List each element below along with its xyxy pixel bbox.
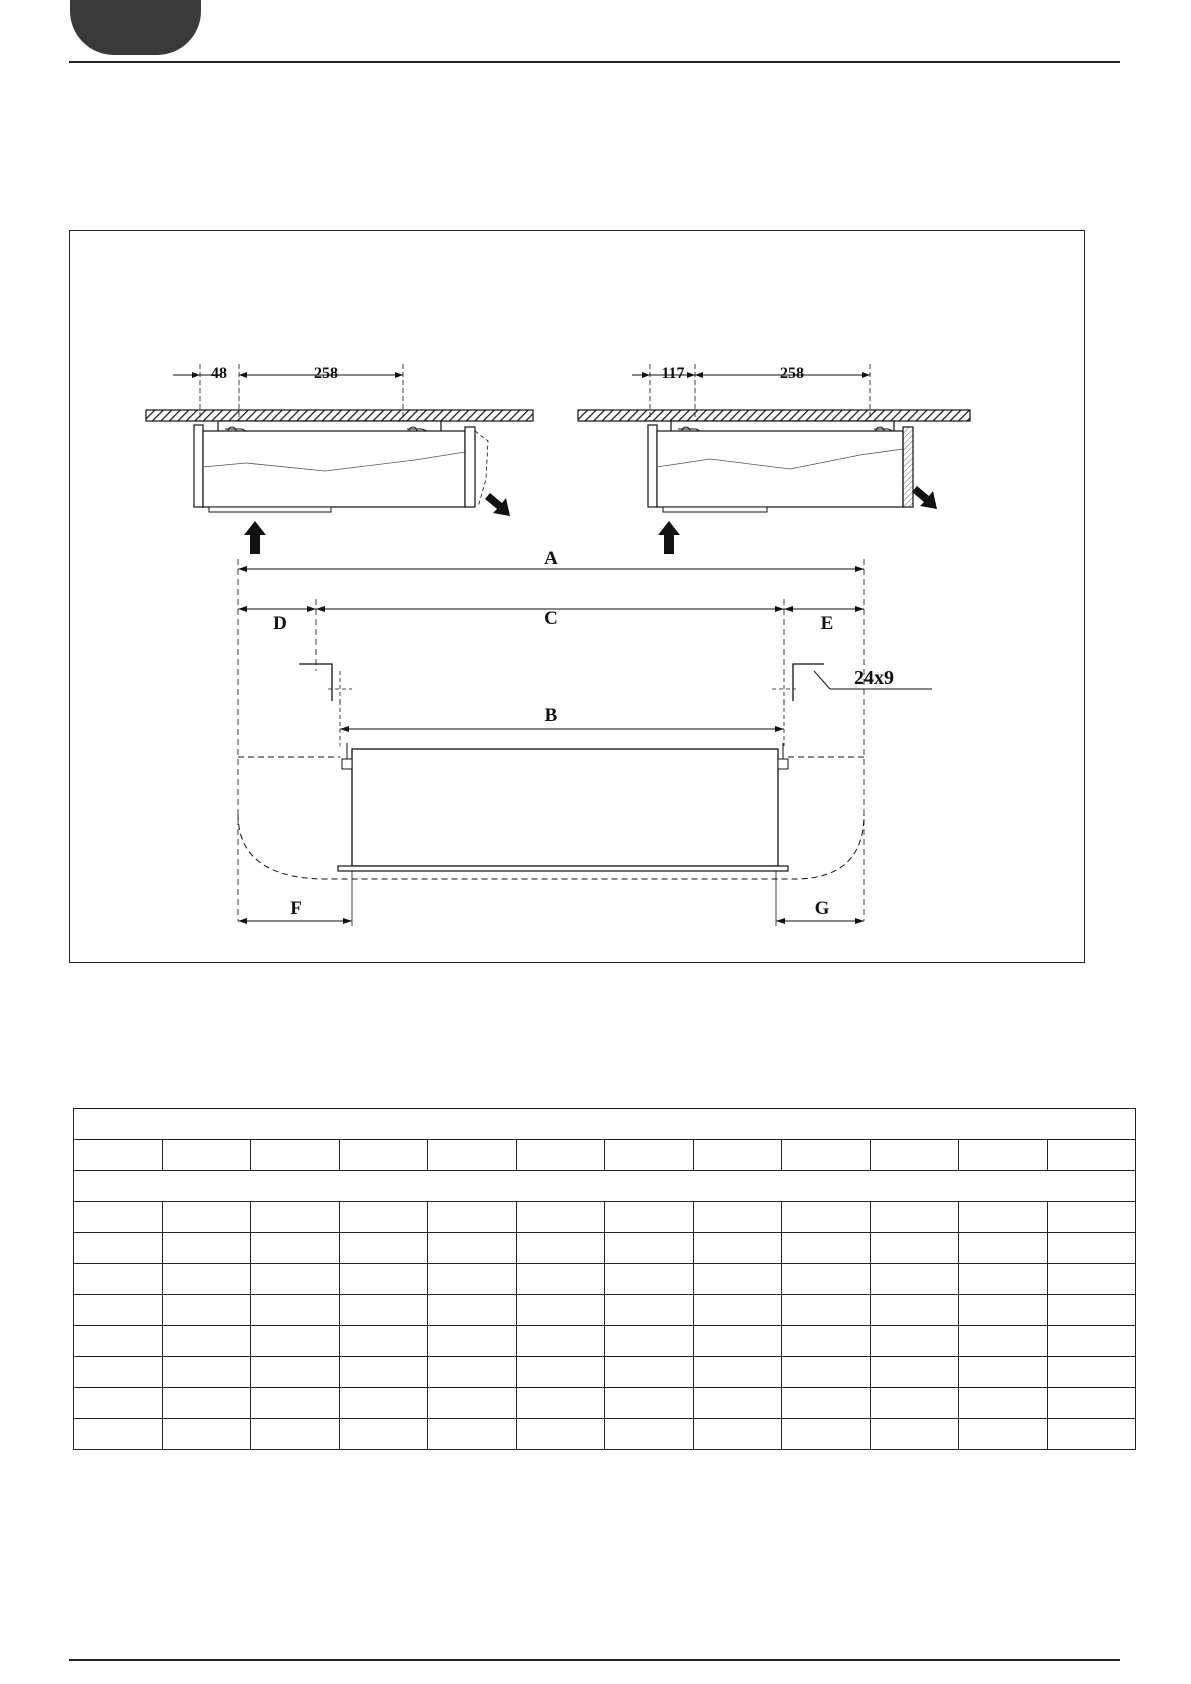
dim-label-C: C — [544, 608, 558, 629]
table-section-row — [74, 1171, 1136, 1202]
table-cell — [516, 1140, 605, 1171]
table-cell — [428, 1326, 517, 1357]
mount-lug-right — [778, 759, 788, 769]
table-cell — [516, 1295, 605, 1326]
table-cell — [959, 1202, 1048, 1233]
table-title-cell — [74, 1109, 1136, 1140]
table-cell — [782, 1140, 871, 1171]
table-cell — [74, 1264, 163, 1295]
table-cell — [74, 1388, 163, 1419]
table-cell — [516, 1388, 605, 1419]
table-cell — [428, 1419, 517, 1450]
table-cell — [251, 1357, 340, 1388]
table-cell — [959, 1357, 1048, 1388]
arrowhead — [395, 372, 403, 378]
table-cell — [693, 1233, 782, 1264]
unit-end-cap — [194, 425, 203, 507]
table-cell — [693, 1202, 782, 1233]
table-cell — [162, 1264, 251, 1295]
table-cell — [1047, 1264, 1136, 1295]
table-cell — [339, 1233, 428, 1264]
arrowhead — [340, 726, 349, 732]
table-cell — [605, 1202, 694, 1233]
table-cell — [782, 1388, 871, 1419]
outlet-louvre — [465, 427, 475, 507]
installation-figure — [69, 230, 1085, 963]
table-cell — [339, 1326, 428, 1357]
table-cell — [959, 1264, 1048, 1295]
arrowhead — [192, 372, 200, 378]
table-cell — [693, 1295, 782, 1326]
right-side-view — [578, 364, 970, 554]
table-cell — [339, 1202, 428, 1233]
table-cell — [251, 1419, 340, 1450]
dimensions-table — [73, 1108, 1136, 1450]
table-cell — [428, 1357, 517, 1388]
table-cell — [782, 1357, 871, 1388]
arrowhead — [307, 606, 316, 612]
hanging-bracket-left — [299, 664, 332, 701]
table-cell — [162, 1295, 251, 1326]
table-row — [74, 1388, 1136, 1419]
table-cell — [959, 1295, 1048, 1326]
table-cell — [1047, 1140, 1136, 1171]
table-cell — [428, 1202, 517, 1233]
table-cell — [782, 1419, 871, 1450]
table-cell — [74, 1140, 163, 1171]
table-cell — [605, 1357, 694, 1388]
dim-label-spacing: 258 — [780, 365, 804, 382]
table-cell — [1047, 1233, 1136, 1264]
air-outlet-arrow — [485, 493, 510, 516]
unit-body — [657, 431, 903, 507]
dim-label-A: A — [544, 548, 558, 569]
installation-drawing — [70, 231, 1086, 964]
table-cell — [870, 1357, 959, 1388]
table-cell — [339, 1419, 428, 1450]
table-cell — [1047, 1295, 1136, 1326]
table-cell — [339, 1264, 428, 1295]
dim-label-spacing: 258 — [314, 365, 338, 382]
dim-label-B: B — [544, 705, 558, 726]
table-cell — [74, 1202, 163, 1233]
table-cell — [782, 1264, 871, 1295]
unit-front — [352, 749, 778, 866]
table-cell — [251, 1202, 340, 1233]
table-cell — [693, 1264, 782, 1295]
table-cell — [428, 1233, 517, 1264]
table-cell — [516, 1326, 605, 1357]
table-cell — [605, 1233, 694, 1264]
ceiling-slab — [578, 410, 970, 421]
table-cell — [162, 1388, 251, 1419]
table-cell — [1047, 1357, 1136, 1388]
table-cell — [516, 1233, 605, 1264]
table-row — [74, 1202, 1136, 1233]
table-cell — [870, 1202, 959, 1233]
table-cell — [162, 1326, 251, 1357]
table-cell — [339, 1357, 428, 1388]
front-view — [238, 548, 932, 926]
table-cell — [870, 1140, 959, 1171]
table-cell — [605, 1264, 694, 1295]
table-cell — [1047, 1419, 1136, 1450]
table-cell — [162, 1419, 251, 1450]
table-cell — [74, 1357, 163, 1388]
table-row — [74, 1326, 1136, 1357]
footer-rule — [69, 1659, 1120, 1661]
outlet-louvre — [903, 427, 913, 507]
arrowhead — [687, 372, 695, 378]
table-cell — [870, 1388, 959, 1419]
left-side-view — [146, 364, 533, 554]
arrowhead — [238, 566, 247, 572]
table-cell — [959, 1419, 1048, 1450]
dim-label-G: G — [814, 898, 830, 919]
table-cell — [605, 1295, 694, 1326]
table-cell — [516, 1357, 605, 1388]
table-cell — [251, 1233, 340, 1264]
table-cell — [74, 1295, 163, 1326]
dim-label-offset: 48 — [211, 365, 227, 382]
table-cell — [693, 1357, 782, 1388]
table-cell — [162, 1357, 251, 1388]
table-cell — [959, 1140, 1048, 1171]
table-cell — [516, 1264, 605, 1295]
intake-grille — [663, 507, 767, 512]
hanging-bracket-right — [793, 664, 824, 701]
leader-line — [814, 671, 830, 689]
arrowhead — [855, 606, 864, 612]
arrowhead — [695, 372, 703, 378]
table-row — [74, 1357, 1136, 1388]
arrowhead — [855, 918, 864, 924]
arrowhead — [642, 372, 650, 378]
arrowhead — [855, 566, 864, 572]
table-cell — [1047, 1202, 1136, 1233]
table-cell — [1047, 1326, 1136, 1357]
table-cell — [782, 1295, 871, 1326]
table-cell — [693, 1388, 782, 1419]
table-cell — [162, 1202, 251, 1233]
arrowhead — [343, 918, 352, 924]
mount-lug-left — [342, 759, 352, 769]
table-row — [74, 1419, 1136, 1450]
table-cell — [516, 1419, 605, 1450]
dim-label-E: E — [820, 613, 834, 634]
table-cell — [339, 1140, 428, 1171]
arrowhead — [316, 606, 325, 612]
table-cell — [339, 1388, 428, 1419]
table-cell — [162, 1140, 251, 1171]
table-cell — [959, 1233, 1048, 1264]
table-cell — [782, 1233, 871, 1264]
dim-label-D: D — [273, 613, 287, 634]
unit-base-plate — [338, 866, 788, 871]
table-cell — [605, 1140, 694, 1171]
table-cell — [693, 1326, 782, 1357]
table-row — [74, 1295, 1136, 1326]
table-cell — [428, 1295, 517, 1326]
page-tab-marker — [70, 0, 201, 55]
arrowhead — [776, 918, 785, 924]
table-cell — [428, 1140, 517, 1171]
dim-label-F: F — [290, 898, 302, 919]
table-cell — [74, 1326, 163, 1357]
arrowhead — [239, 372, 247, 378]
table-cell — [959, 1388, 1048, 1419]
table-cell — [605, 1326, 694, 1357]
louvre-swing — [475, 431, 488, 507]
table-cell — [1047, 1388, 1136, 1419]
unit-body — [203, 431, 465, 507]
table-cell — [870, 1326, 959, 1357]
table-cell — [516, 1202, 605, 1233]
dim-label-offset: 117 — [661, 365, 685, 382]
table-cell — [693, 1140, 782, 1171]
table-section-cell — [74, 1171, 1136, 1202]
table-cell — [251, 1326, 340, 1357]
header-rule — [69, 61, 1120, 63]
table-cell — [870, 1295, 959, 1326]
table-cell — [870, 1419, 959, 1450]
arrowhead — [238, 606, 247, 612]
intake-grille — [209, 507, 331, 512]
table-cell — [693, 1419, 782, 1450]
arrowhead — [775, 606, 784, 612]
table-cell — [428, 1264, 517, 1295]
air-outlet-arrow — [912, 486, 937, 509]
arrowhead — [862, 372, 870, 378]
table-cell — [251, 1140, 340, 1171]
table-cell — [251, 1295, 340, 1326]
table-cell — [782, 1326, 871, 1357]
table-row — [74, 1264, 1136, 1295]
arrowhead — [775, 726, 784, 732]
table-title-row — [74, 1109, 1136, 1140]
table-cell — [782, 1202, 871, 1233]
table-cell — [605, 1419, 694, 1450]
arrowhead — [238, 918, 247, 924]
table-cell — [870, 1233, 959, 1264]
table-header-row — [74, 1140, 1136, 1171]
unit-end-cap — [648, 425, 657, 507]
air-intake-arrow — [658, 521, 680, 554]
table-cell — [74, 1233, 163, 1264]
air-intake-arrow — [244, 521, 266, 554]
table-cell — [251, 1264, 340, 1295]
table-cell — [959, 1326, 1048, 1357]
table-row — [74, 1233, 1136, 1264]
table-cell — [251, 1388, 340, 1419]
table-cell — [428, 1388, 517, 1419]
table-cell — [870, 1264, 959, 1295]
table-cell — [339, 1295, 428, 1326]
arrowhead — [784, 606, 793, 612]
table-cell — [74, 1419, 163, 1450]
table-cell — [605, 1388, 694, 1419]
ceiling-slab — [146, 410, 533, 421]
slot-size-label: 24x9 — [854, 667, 894, 689]
table-cell — [162, 1233, 251, 1264]
